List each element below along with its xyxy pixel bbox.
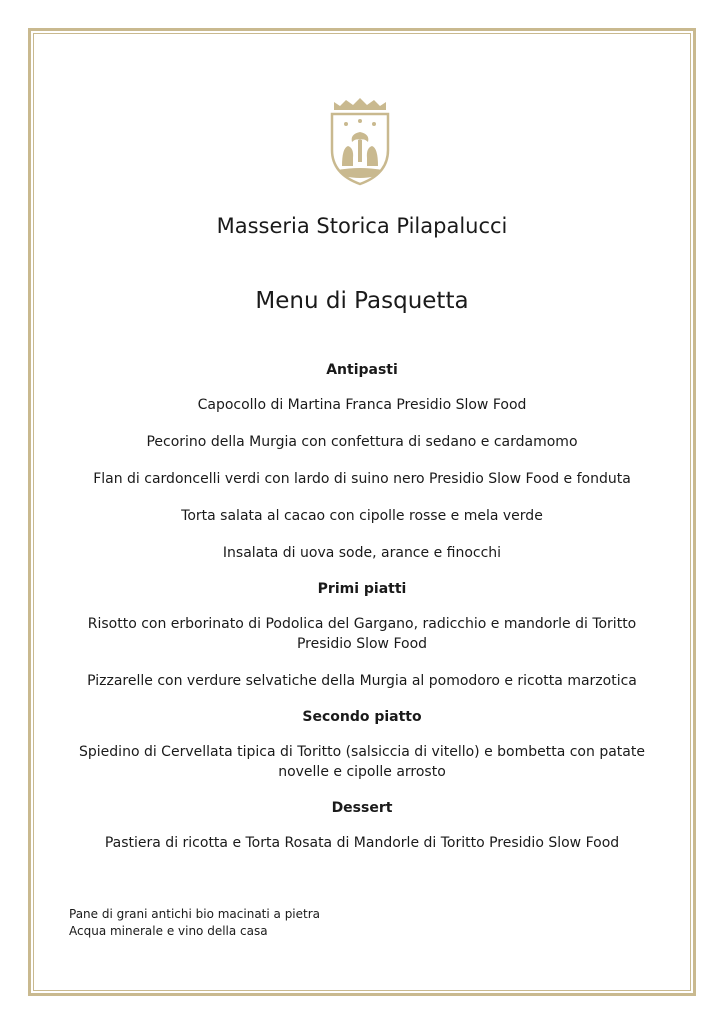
menu-body	[60, 362, 664, 853]
section-title-dessert: Dessert	[331, 800, 393, 816]
dish-item: Flan di cardoncelli verdi con lardo di suino nero Presidio Slow Food e fonduta	[93, 471, 631, 487]
footer-notes	[69, 906, 320, 940]
dish-item: Risotto con erborinato di Podolica del Gargano, radicchio e mandorle di Toritto Presidio Slow Food	[87, 616, 637, 652]
section-title-antipasti: Antipasti	[326, 362, 398, 378]
section-title-primi: Primi piatti	[317, 581, 407, 597]
menu-title: Menu di Pasquetta	[255, 288, 469, 314]
dish-item: Pizzarelle con verdure selvatiche della Murgia al pomodoro e ricotta marzotica	[87, 673, 637, 689]
footer-drinks-note: Acqua minerale e vino della casa	[69, 924, 268, 938]
dish-item: Pastiera di ricotta e Torta Rosata di Mandorle di Toritto Presidio Slow Food	[104, 835, 620, 851]
dish-item: Torta salata al cacao con cipolle rosse e mela verde	[181, 508, 543, 524]
dish-item: Insalata di uova sode, arance e finocchi	[222, 545, 502, 561]
crest-logo-icon	[326, 96, 394, 186]
section-title-secondo: Secondo piatto	[302, 709, 422, 725]
dish-item: Spiedino di Cervellata tipica di Toritto (salsiccia di vitello) e bombetta con patate novelle e cipolle arrosto	[79, 744, 645, 780]
footer-bread-note: Pane di grani antichi bio macinati a pietra	[69, 907, 321, 921]
dish-item: Capocollo di Martina Franca Presidio Slow Food	[197, 397, 527, 413]
dish-item: Pecorino della Murgia con confettura di sedano e cardamomo	[146, 434, 578, 450]
restaurant-name: Masseria Storica Pilapalucci	[216, 214, 508, 238]
